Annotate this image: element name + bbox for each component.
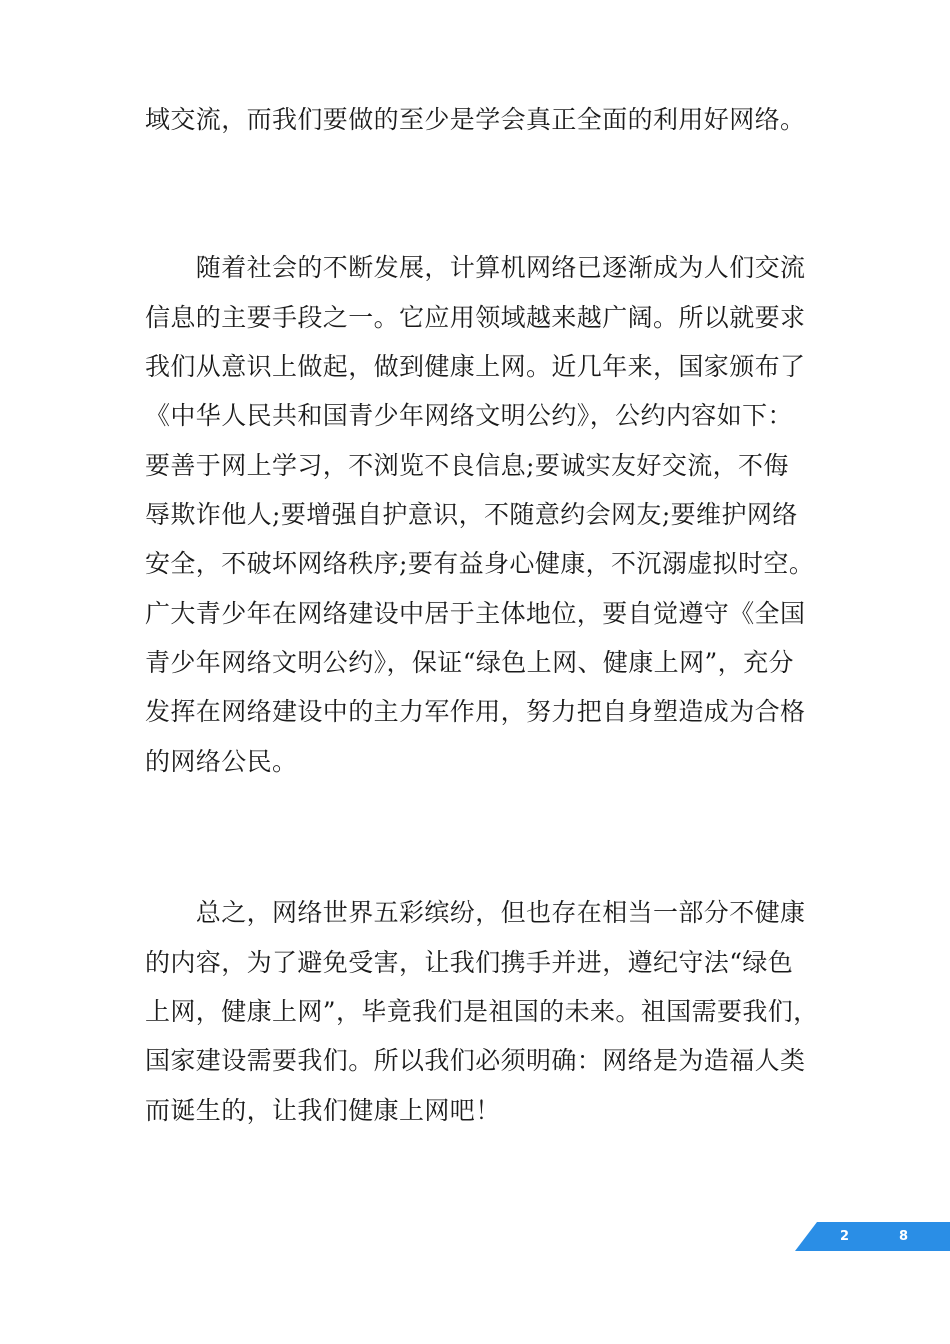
paragraph-2-line-8: 广大青少年在网络建设中居于主体地位，要自觉遵守《全国 xyxy=(145,599,806,628)
paragraph-2-line-9: 青少年网络文明公约》，保证“绿色上网、健康上网”，充分 xyxy=(145,648,794,677)
paragraph-2-line-5: 要善于网上学习，不浏览不良信息;要诚实友好交流，不侮 xyxy=(145,451,789,480)
paragraph-3-line-3: 上网，健康上网”，毕竟我们是祖国的未来。祖国需要我们， xyxy=(145,997,819,1026)
paragraph-2-line-7: 安全，不破坏网络秩序;要有益身心健康，不沉溺虚拟时空。 xyxy=(145,549,815,578)
paragraph-2-line-3: 我们从意识上做起，做到健康上网。近几年来，国家颁布了 xyxy=(145,352,806,381)
paragraph-1-line-1: 域交流，而我们要做的至少是学会真正全面的利用好网络。 xyxy=(145,105,806,134)
paragraph-2-line-2: 信息的主要手段之一。它应用领域越来越广阔。所以就要求 xyxy=(145,303,806,332)
paragraph-2-line-1: 随着社会的不断发展，计算机网络已逐渐成为人们交流 xyxy=(145,253,806,282)
paragraph-3-line-2: 的内容，为了避免受害，让我们携手并进，遵纪守法“绿色 xyxy=(145,948,794,977)
paragraph-2-line-11: 的网络公民。 xyxy=(145,747,298,776)
paragraph-3-line-5: 而诞生的，让我们健康上网吧！ xyxy=(145,1096,501,1125)
page-number-current: 2 xyxy=(840,1229,850,1244)
paragraph-2-line-10: 发挥在网络建设中的主力军作用，努力把自身塑造成为合格 xyxy=(145,697,806,726)
paragraph-3-line-1: 总之，网络世界五彩缤纷，但也存在相当一部分不健康 xyxy=(145,898,806,927)
paragraph-3-line-4: 国家建设需要我们。所以我们必须明确：网络是为造福人类 xyxy=(145,1046,806,1075)
page-number-total: 8 xyxy=(899,1229,909,1244)
paragraph-2-line-4: 《中华人民共和国青少年网络文明公约》，公约内容如下： xyxy=(145,401,793,430)
page-number-tab xyxy=(795,1222,950,1251)
paragraph-2-line-6: 辱欺诈他人;要增强自护意识，不随意约会网友;要维护网络 xyxy=(145,500,798,529)
